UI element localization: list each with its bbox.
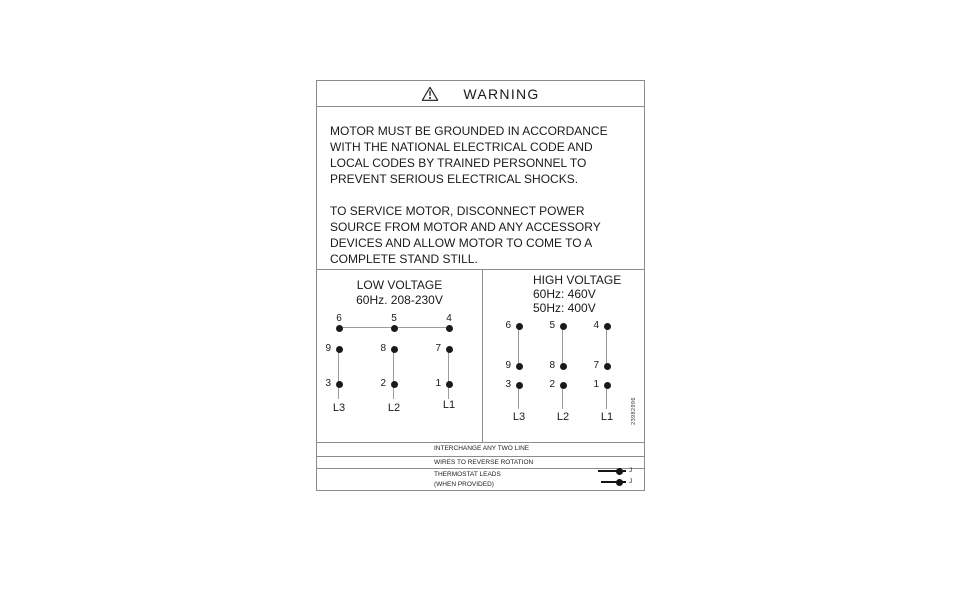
terminal-6-label: 6	[336, 313, 342, 324]
line-label-L3: L3	[512, 411, 526, 423]
terminal-4-label: 4	[446, 313, 452, 324]
reverse-rotation-note-line1: INTERCHANGE ANY TWO LINE	[434, 445, 530, 452]
thermostat-note-line2: (WHEN PROVIDED)	[434, 481, 494, 488]
warning-text-line: TO SERVICE MOTOR, DISCONNECT POWER	[330, 204, 585, 218]
terminal-2-dot	[560, 382, 567, 389]
terminal-9-dot	[516, 363, 523, 370]
wire-5-8	[562, 326, 563, 366]
high-voltage-subtitle-50hz: 50Hz: 400V	[533, 301, 596, 315]
warning-text	[330, 123, 636, 267]
warning-title: WARNING	[463, 85, 540, 102]
warning-text-line: DEVICES AND ALLOW MOTOR TO COME TO A	[330, 236, 593, 250]
wire-1-L1	[606, 385, 607, 409]
terminal-9-dot	[336, 346, 343, 353]
terminal-6-dot	[516, 323, 523, 330]
header-divider	[317, 106, 644, 107]
line-label-L2: L2	[387, 402, 401, 414]
terminal-9-label: 9	[505, 360, 511, 371]
terminal-4-label: 4	[593, 320, 599, 331]
terminal-2-label: 2	[549, 379, 555, 390]
warning-text-line: LOCAL CODES BY TRAINED PERSONNEL TO	[330, 156, 587, 170]
warning-text-line: MOTOR MUST BE GROUNDED IN ACCORDANCE	[330, 124, 608, 138]
wire-8-2-L2	[393, 349, 394, 399]
terminal-3-dot	[336, 381, 343, 388]
terminal-1-dot	[446, 381, 453, 388]
warning-text-line: COMPLETE STAND STILL.	[330, 252, 478, 266]
terminal-5-dot	[560, 323, 567, 330]
high-voltage-title: HIGH VOLTAGE	[533, 273, 622, 287]
terminal-7-label: 7	[593, 360, 599, 371]
terminal-2-label: 2	[380, 378, 386, 389]
line-label-L1: L1	[442, 399, 456, 411]
warning-triangle-icon	[421, 86, 439, 102]
wire-9-3-L3	[338, 349, 339, 399]
low-voltage-subtitle: 60Hz. 208-230V	[356, 293, 443, 307]
terminal-6-label: 6	[505, 320, 511, 331]
thermostat-lead-dot-1	[616, 468, 623, 475]
terminal-1-label: 1	[435, 378, 441, 389]
terminal-1-label: 1	[593, 379, 599, 390]
notes-divider-2	[317, 468, 644, 469]
terminal-8-dot	[391, 346, 398, 353]
terminal-4-dot	[446, 325, 453, 332]
line-label-L3: L3	[332, 402, 346, 414]
terminal-3-label: 3	[325, 378, 331, 389]
terminal-5-dot	[391, 325, 398, 332]
terminal-7-label: 7	[435, 343, 441, 354]
warning-text-line: WITH THE NATIONAL ELECTRICAL CODE AND	[330, 140, 593, 154]
terminal-9-label: 9	[325, 343, 331, 354]
warning-paragraph-grounding	[330, 123, 636, 187]
warning-text-line: SOURCE FROM MOTOR AND ANY ACCESSORY	[330, 220, 601, 234]
reverse-rotation-note-line2: WIRES TO REVERSE ROTATION	[434, 459, 534, 466]
thermostat-lead-dot-2	[616, 479, 623, 486]
terminal-7-dot	[604, 363, 611, 370]
thermostat-lead-label-1: J	[629, 467, 633, 474]
terminal-2-dot	[391, 381, 398, 388]
notes-divider-1	[317, 456, 644, 457]
wire-6-9	[518, 326, 519, 366]
terminal-1-dot	[604, 382, 611, 389]
terminal-3-dot	[516, 382, 523, 389]
thermostat-lead-label-2: J	[629, 478, 633, 485]
motor-warning-label	[316, 80, 645, 491]
wire-2-L2	[562, 385, 563, 409]
line-label-L1: L1	[600, 411, 614, 423]
terminal-6-dot	[336, 325, 343, 332]
warning-header	[317, 81, 644, 106]
terminal-8-label: 8	[549, 360, 555, 371]
high-voltage-diagram	[482, 269, 646, 442]
warning-paragraph-service	[330, 203, 636, 267]
terminal-8-dot	[560, 363, 567, 370]
terminal-5-label: 5	[549, 320, 555, 331]
warning-text-line: PREVENT SERIOUS ELECTRICAL SHOCKS.	[330, 172, 579, 186]
wire-4-7	[606, 326, 607, 366]
wire-3-L3	[518, 385, 519, 409]
terminal-3-label: 3	[505, 379, 511, 390]
terminal-4-dot	[604, 323, 611, 330]
low-voltage-title: LOW VOLTAGE	[356, 278, 443, 292]
part-number: 23982996	[631, 397, 637, 425]
line-label-L2: L2	[556, 411, 570, 423]
high-voltage-subtitle-60hz: 60Hz: 460V	[533, 287, 596, 301]
low-voltage-diagram	[317, 269, 482, 442]
thermostat-note-line1: THERMOSTAT LEADS	[434, 471, 501, 478]
wire-7-1-L1	[448, 349, 449, 399]
terminal-7-dot	[446, 346, 453, 353]
diagram-notes-divider	[317, 442, 644, 443]
terminal-5-label: 5	[391, 313, 397, 324]
terminal-8-label: 8	[380, 343, 386, 354]
